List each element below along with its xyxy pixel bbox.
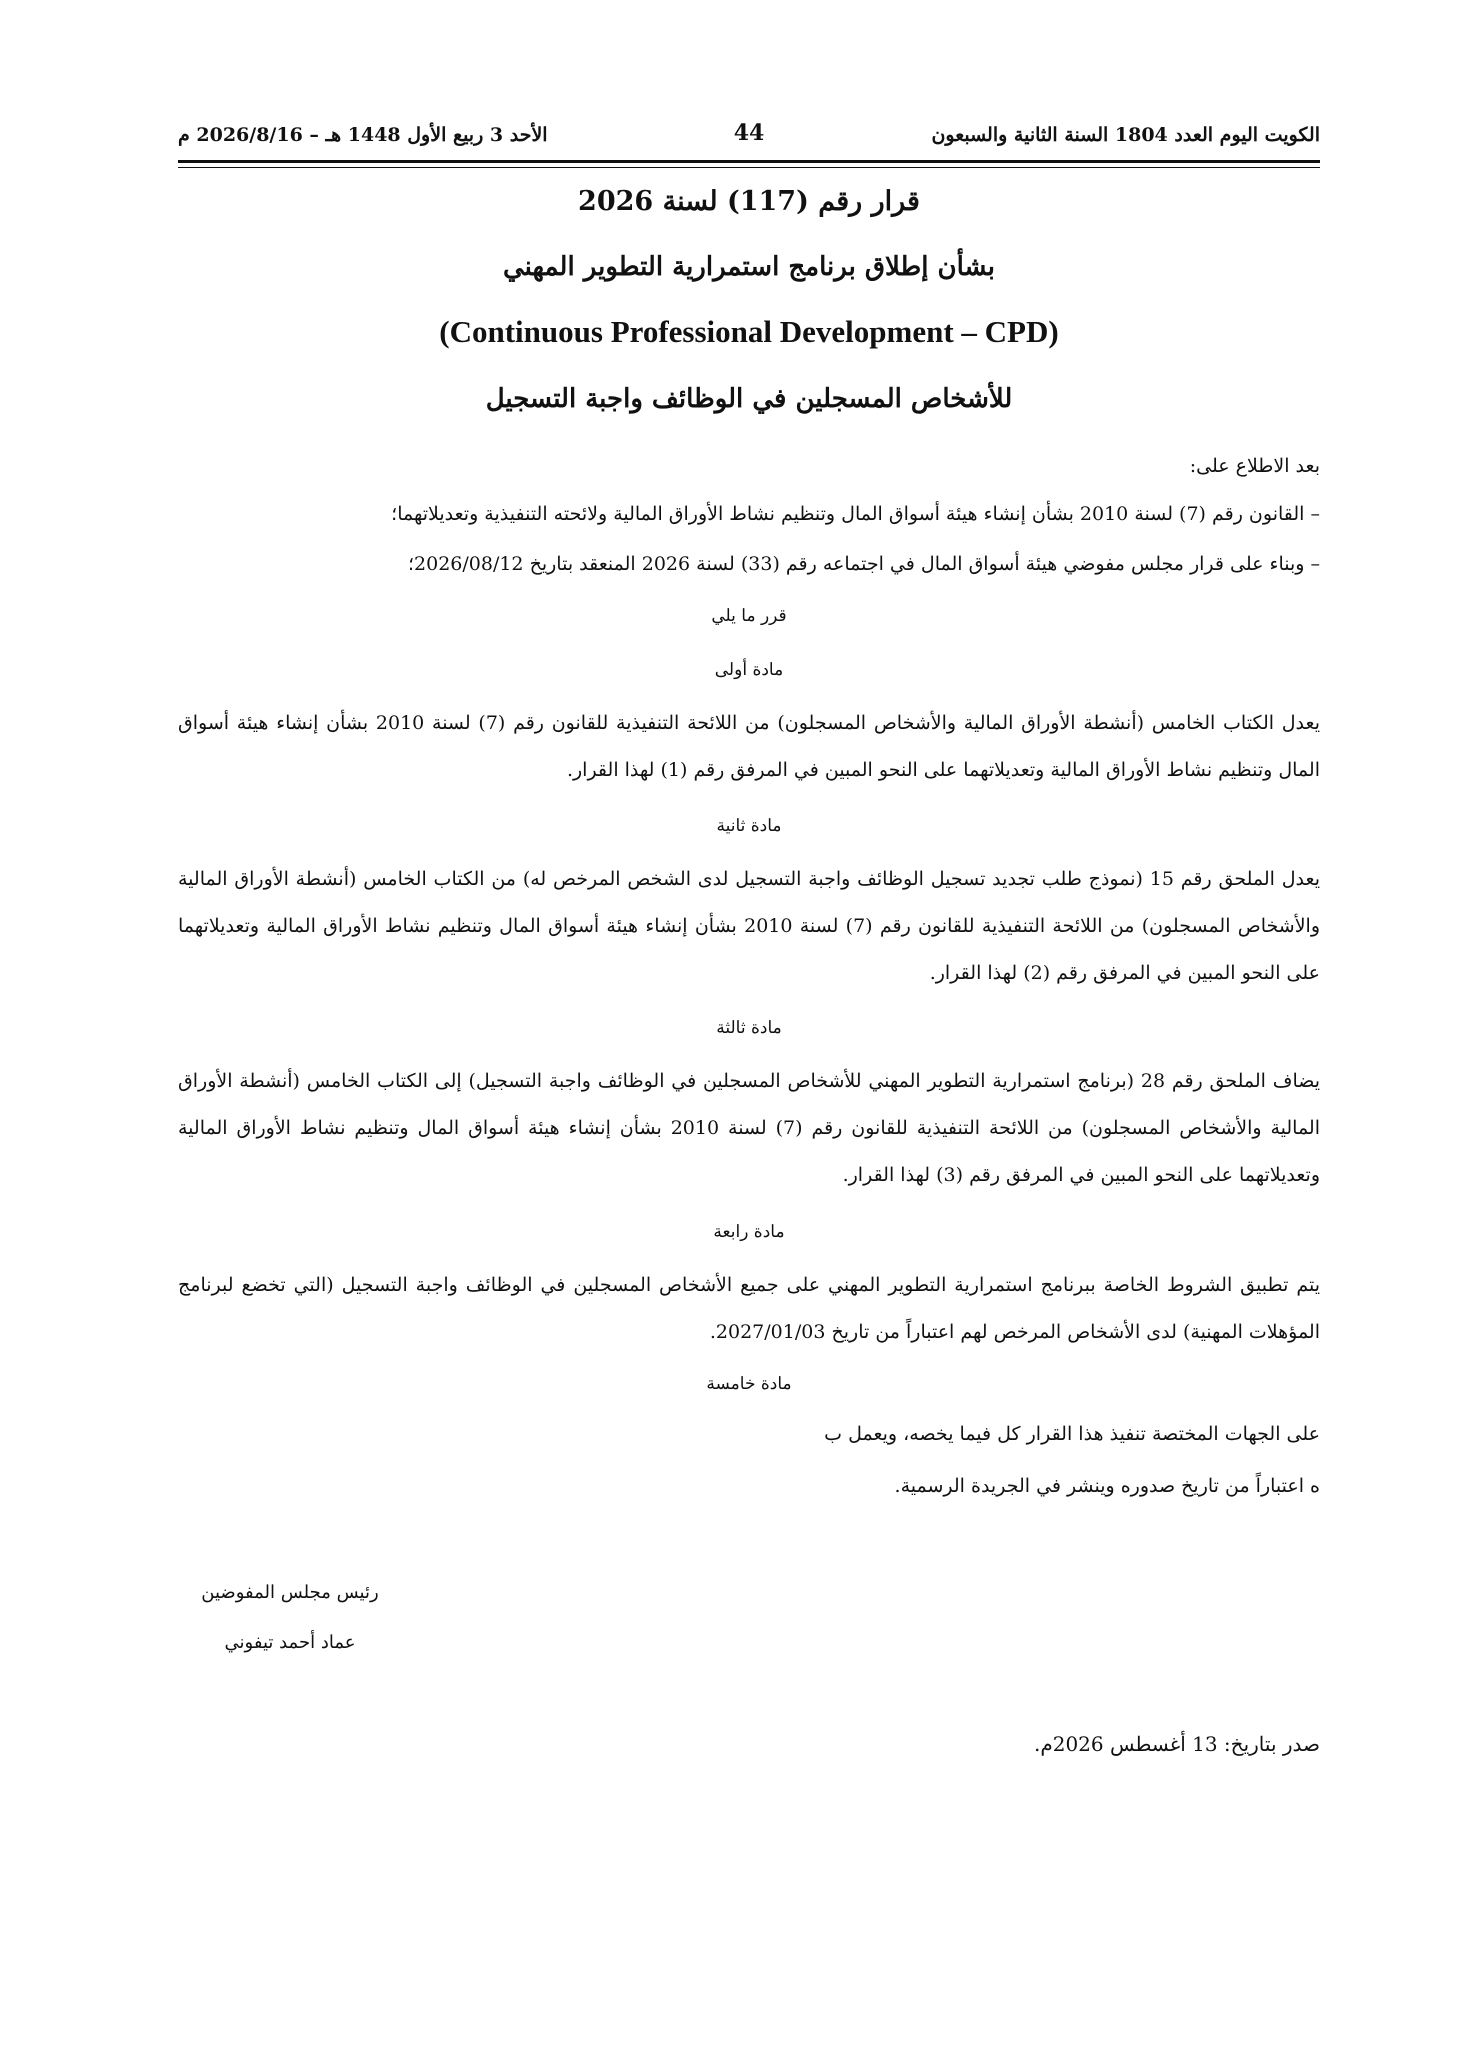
article-2-text: يعدل الملحق رقم 15 (نموذج طلب تجديد تسجيل الوظائف واجبة التسجيل لدى الشخص المرخص له) من الكتاب الخامس (أنشطة الأوراق المالية والأشخاص المسجلون) من اللائحة التنفيذية للقانون رقم (7) لسنة 2010 بشأن إنشاء هيئة أسواق المال وتنظيم نشاط الأوراق المالية وتعديلاتهما على النحو المبين في المرفق رقم (2) لهذا القرار.: [178, 868, 1320, 984]
preamble-item-2: – وبناء على قرار مجلس مفوضي هيئة أسواق المال في اجتماعه رقم (33) لسنة 2026 المنعقد بتاريخ 2026/08/12؛: [407, 553, 1320, 575]
gazette-issue-info: الكويت اليوم العدد 1804 السنة الثانية والسبعون: [931, 124, 1320, 146]
gazette-page: [178, 0, 1320, 2067]
decision-number: قرار رقم (117) لسنة 2026: [578, 186, 920, 217]
article-2-heading: مادة ثانية: [716, 816, 782, 836]
decision-subject: بشأن إطلاق برنامج استمرارية التطوير المهني: [503, 252, 995, 282]
issue-date-footer: صدر بتاريخ: 13 أغسطس 2026م.: [1033, 1732, 1320, 1756]
article-5-line-1: على الجهات المختصة تنفيذ هذا القرار كل فيما يخصه، ويعمل ب: [824, 1423, 1320, 1445]
page-header: [178, 120, 1320, 156]
decided-heading: قرر ما يلي: [711, 606, 787, 626]
preamble-item-1: – القانون رقم (7) لسنة 2010 بشأن إنشاء هيئة أسواق المال وتنظيم نشاط الأوراق المالية ولائحته التنفيذية وتعديلاتهما؛: [391, 503, 1320, 525]
page-number: 44: [733, 120, 765, 146]
decision-scope: للأشخاص المسجلين في الوظائف واجبة التسجيل: [485, 384, 1013, 414]
signatory-title: رئيس مجلس المفوضين: [201, 1582, 379, 1603]
article-5-line-2: ه اعتباراً من تاريخ صدوره وينشر في الجريدة الرسمية.: [894, 1475, 1320, 1497]
article-4-heading: مادة رابعة: [713, 1222, 785, 1242]
article-5-heading: مادة خامسة: [706, 1374, 792, 1394]
article-3-text: يضاف الملحق رقم 28 (برنامج استمرارية التطوير المهني للأشخاص المسجلين في الوظائف واجبة التسجيل) إلى الكتاب الخامس (أنشطة الأوراق المالية والأشخاص المسجلون) من اللائحة التنفيذية للقانون رقم (7) لسنة 2010 بشأن إنشاء هيئة أسواق المال وتنظيم نشاط الأوراق المالية وتعديلاتهما على النحو المبين في المرفق رقم (3) لهذا القرار.: [178, 1070, 1321, 1186]
preamble-intro: بعد الاطلاع على:: [1189, 455, 1320, 477]
article-3-heading: مادة ثالثة: [716, 1018, 782, 1038]
issue-date: الأحد 3 ربيع الأول 1448 هـ – 2026/8/16 م: [178, 124, 548, 146]
header-rule-thin: [178, 167, 1320, 168]
article-4-text: يتم تطبيق الشروط الخاصة ببرنامج استمرارية التطوير المهني على جميع الأشخاص المسجلين في الوظائف واجبة التسجيل (التي تخضع لبرنامج المؤهلات المهنية) لدى الأشخاص المرخص لهم اعتباراً من تاريخ 2027/01/03.: [178, 1274, 1320, 1343]
signatory-name: عماد أحمد تيفوني: [224, 1632, 356, 1653]
article-1-heading: مادة أولى: [714, 660, 784, 680]
header-rule-thick: [178, 160, 1320, 163]
decision-english-title: (Continuous Professional Development – CPD): [439, 314, 1059, 349]
article-1-text: يعدل الكتاب الخامس (أنشطة الأوراق المالية والأشخاص المسجلون) من اللائحة التنفيذية للقانون رقم (7) لسنة 2010 بشأن إنشاء هيئة أسواق المال وتنظيم نشاط الأوراق المالية وتعديلاتهما على النحو المبين في المرفق رقم (1) لهذا القرار.: [178, 712, 1320, 781]
